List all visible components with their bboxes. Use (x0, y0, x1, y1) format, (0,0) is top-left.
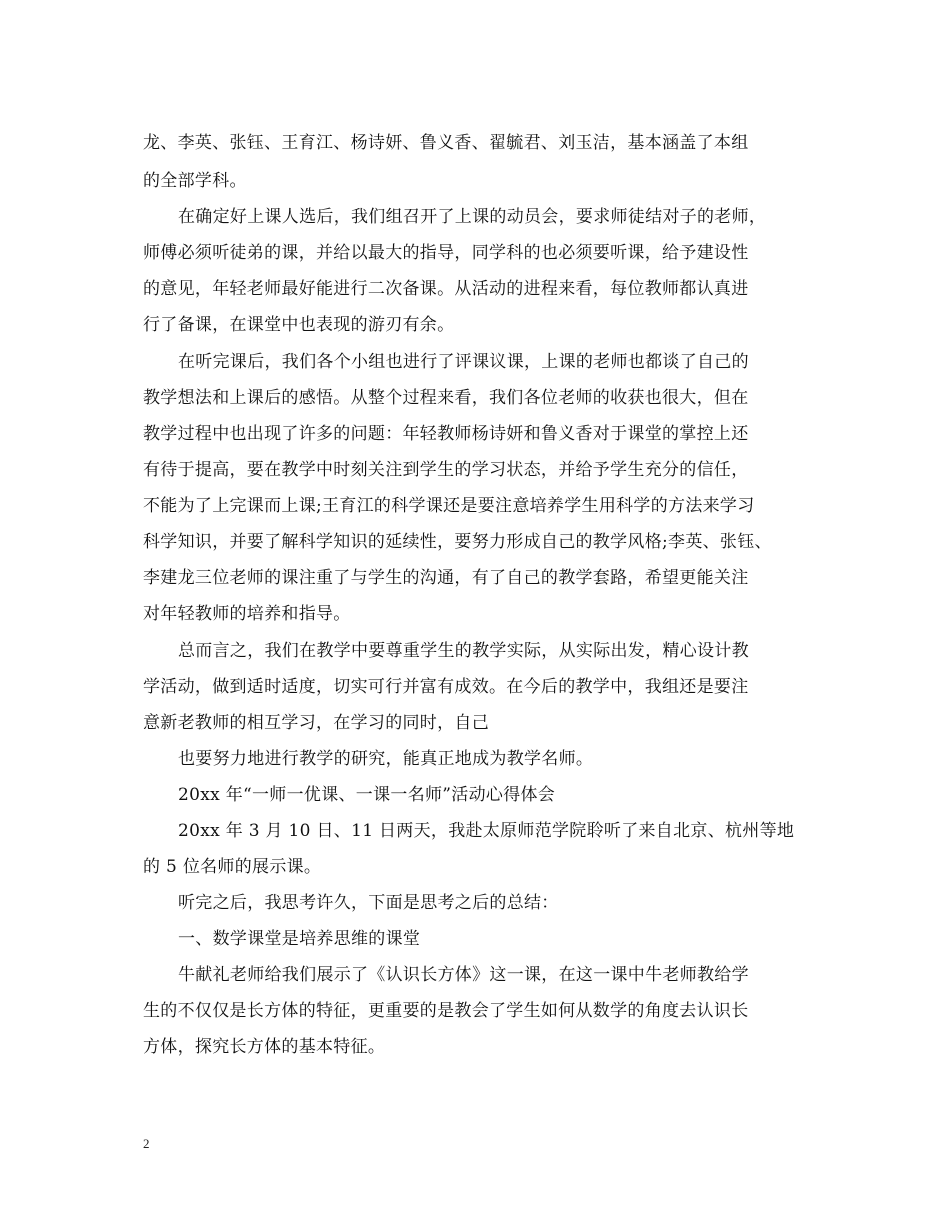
text-line: 行了备课，在课堂中也表现的游刃有余。 (143, 315, 455, 335)
text-line: 有待于提高，要在教学中时刻关注到学生的学习状态，并给予学生充分的信任， (143, 460, 749, 480)
text-line: 20xx 年 3 月 10 日、11 日两天，我赴太原师范学院聆听了来自北京、杭州等地 (178, 821, 795, 841)
text-line: 在确定好上课人选后，我们组召开了上课的动员会，要求师徒结对子的老师， (178, 207, 767, 227)
text-line: 在听完课后，我们各个小组也进行了评课议课，上课的老师也都谈了自己的 (178, 352, 749, 372)
text-line: 科学知识，并要了解科学知识的延续性，要努力形成自己的教学风格;李英、张钰、 (143, 532, 772, 552)
text-line: 的 5 位名师的展示课。 (143, 857, 322, 877)
text-line: 总而言之，我们在教学中要尊重学生的教学实际，从实际出发，精心设计教 (178, 641, 749, 661)
text-line: 也要努力地进行教学的研究，能真正地成为教学名师。 (178, 749, 594, 769)
text-line: 学活动，做到适时适度，切实可行并富有成效。在今后的教学中，我组还是要注 (143, 677, 749, 697)
text-line: 教学想法和上课后的感悟。从整个过程来看，我们各位老师的收获也很大，但在 (143, 388, 749, 408)
section-title: 20xx 年“一师一优课、一课一名师”活动心得体会 (178, 785, 556, 805)
text-line: 师傅必须听徒弟的课，并给以最大的指导，同学科的也必须要听课，给予建设性 (143, 243, 749, 263)
text-line: 不能为了上完课而上课;王育江的科学课还是要注意培养学生用科学的方法来学习 (143, 496, 755, 516)
text-line: 意新老教师的相互学习，在学习的同时，自己 (143, 713, 489, 733)
text-line: 的全部学科。 (143, 171, 247, 191)
text-line: 龙、李英、张钰、王育江、杨诗妍、鲁义香、翟毓君、刘玉洁，基本涵盖了本组 (143, 133, 749, 153)
text-line: 李建龙三位老师的课注重了与学生的沟通，有了自己的教学套路，希望更能关注 (143, 568, 749, 588)
text-line: 听完之后，我思考许久，下面是思考之后的总结： (178, 893, 559, 913)
text-line: 生的不仅仅是长方体的特征，更重要的是教会了学生如何从数学的角度去认识长 (143, 1001, 749, 1021)
text-line: 方体，探究长方体的基本特征。 (143, 1037, 386, 1057)
text-line: 对年轻教师的培养和指导。 (143, 604, 351, 624)
text-line: 的意见，年轻老师最好能进行二次备课。从活动的进程来看，每位教师都认真进 (143, 279, 749, 299)
text-line: 教学过程中也出现了许多的问题：年轻教师杨诗妍和鲁义香对于课堂的掌控上还 (143, 424, 749, 444)
page-number: 2 (143, 1136, 150, 1151)
section-heading: 一、数学课堂是培养思维的课堂 (178, 929, 421, 949)
text-line: 牛献礼老师给我们展示了《认识长方体》这一课，在这一课中牛老师教给学 (178, 965, 749, 985)
